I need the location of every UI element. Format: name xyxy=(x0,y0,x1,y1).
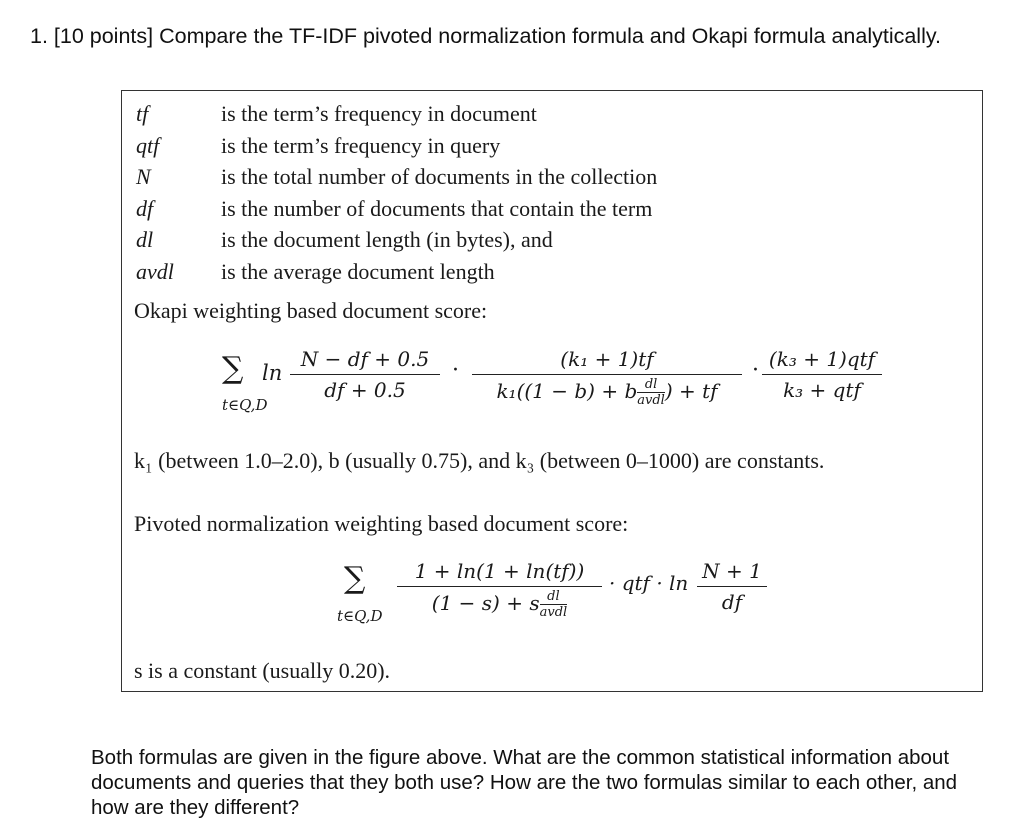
definition-symbol: N xyxy=(136,164,151,189)
definition-symbol: tf xyxy=(136,101,149,126)
pivoted-idf-denominator: df xyxy=(721,590,743,615)
pivoted-tf-fraction xyxy=(397,559,602,619)
sum-symbol: ∑ xyxy=(222,351,244,386)
pivoted-idf-fraction xyxy=(697,559,767,614)
tf-numerator: (k₁ + 1)tf xyxy=(560,347,654,371)
pivoted-numerator: 1 + ln(1 + ln(tf)) xyxy=(414,559,585,583)
sum-index: t∈Q,D xyxy=(337,607,383,625)
question-prompt: Both formulas are given in the figure above. What are the common statistical information about documents and queries that they both use? How are the two formulas similar to each other, and how are they different? xyxy=(91,746,958,819)
formula-figure: tf is the term’s frequency in document qtf is the term’s frequency in query N is the total number of documents in the collection df is the number of documents that contain the term dl is the document length (in bytes), and avdl is the average document length Okapi weighting based document score: ∑ t∈Q,D ln N − df + 0.5 df + 0.5 · (k₁ + 1)tf $k_1((1 - b) + b\frac{dl}{\text{avdl}})$ + tf · (k₃ + 1)qtf k₃ + qtf k₁ (between 1.0–2.0), b (usually 0.75), and k₃ (between 0–1000) are constants. Pivoted normalization weighting based document score: ∑ t∈Q,D 1 + ln(1 + ln(tf)) $(1 - s) + s\frac{dl}{\text{avdl}}$ · qtf · ln N + 1 df s is a constant (usually 0.20). xyxy=(121,90,983,692)
definition-text: is the term’s frequency in query xyxy=(221,132,501,158)
definition-symbol: dl xyxy=(136,227,154,252)
pivoted-idf-numerator: N + 1 xyxy=(702,559,762,583)
okapi-label: Okapi weighting based document score: xyxy=(134,298,488,323)
pivoted-label: Pivoted normalization weighting based document score: xyxy=(134,511,629,536)
tf-fraction xyxy=(472,347,742,407)
qtf-fraction xyxy=(762,347,882,402)
idf-denominator: df + 0.5 xyxy=(324,378,406,403)
question-title: 1. [10 points] Compare the TF-IDF pivoted normalization formula and Okapi formula analytically. xyxy=(30,24,941,48)
pivoted-denominator: $(1 - s) + s\frac{dl}{\text{avdl}}$ xyxy=(431,589,568,621)
tf-denominator: $k_1((1 - b) + b\frac{dl}{\text{avdl}})$ + tf xyxy=(496,377,718,409)
definition-symbol: qtf xyxy=(136,132,160,158)
sum-symbol: ∑ xyxy=(344,561,366,596)
definition-text: is the total number of documents in the collection xyxy=(221,164,658,189)
ln-label: ln xyxy=(262,361,283,385)
idf-fraction xyxy=(290,347,440,402)
qtf-numerator: (k₃ + 1)qtf xyxy=(768,347,876,371)
definition-symbol: avdl xyxy=(136,258,174,284)
pivoted-constant: s is a constant (usually 0.20). xyxy=(134,658,391,683)
definition-text: is the term’s frequency in document xyxy=(221,101,537,126)
definition-text: is the average document length xyxy=(221,258,495,284)
definition-text: is the number of documents that contain the term xyxy=(221,195,653,221)
sum-index: t∈Q,D xyxy=(222,396,268,414)
okapi-constants: k₁ (between 1.0–2.0), b (usually 0.75), and k₃ (between 0–1000) are constants. xyxy=(134,448,825,473)
qtf-ln-term: · qtf · ln xyxy=(609,571,689,595)
definition-symbol: df xyxy=(136,195,154,221)
qtf-denominator: k₃ + qtf xyxy=(783,378,861,403)
idf-numerator: N − df + 0.5 xyxy=(300,347,430,371)
definition-text: is the document length (in bytes), and xyxy=(221,227,553,252)
